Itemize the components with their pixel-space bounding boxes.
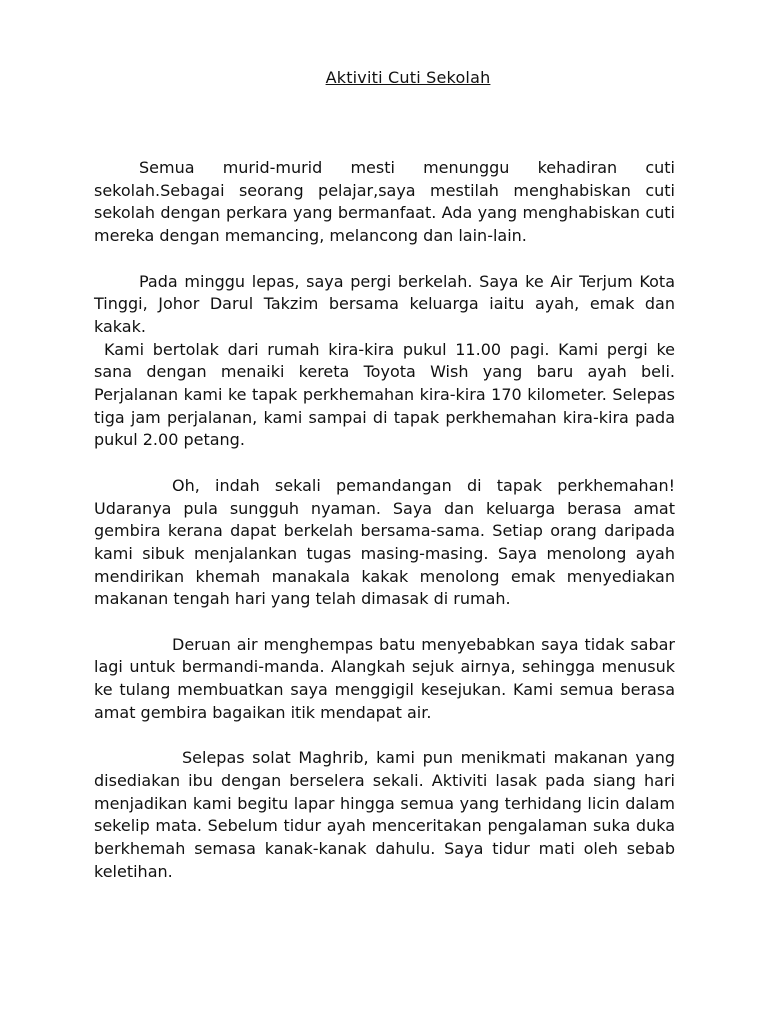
paragraph-5: Deruan air menghempas batu menyebabkan saya tidak sabar lagi untuk bermandi-manda. Alangkah sejuk airnya, sehingga menusuk ke tulang membuatkan saya menggigil kesejukan. Kami semua berasa amat gembira bagaikan itik mendapat air. bbox=[94, 634, 675, 722]
paragraph-6: Selepas solat Maghrib, kami pun menikmati makanan yang disediakan ibu dengan berselera sekali. Aktiviti lasak pada siang hari menjadikan kami begitu lapar hingga semua yang terhidang licin dalam sekelip mata. Sebelum tidur ayah menceritakan pengalaman suka duka berkhemah semasa kanak-kanak dahulu. Saya tidur mati oleh sebab keletihan. bbox=[94, 748, 675, 881]
paragraph-gap bbox=[94, 248, 675, 271]
paragraph-1: Semua murid-murid mesti menunggu kehadiran cuti sekolah.Sebagai seorang pelajar,saya mestilah menghabiskan cuti sekolah dengan perkara yang bermanfaat. Ada yang menghabiskan cuti mereka dengan memancing, melancong dan lain-lain. bbox=[94, 158, 675, 246]
document-title: Aktiviti Cuti Sekolah bbox=[325, 68, 491, 87]
paragraph-gap bbox=[94, 452, 675, 475]
paragraph-gap bbox=[94, 725, 675, 748]
document-body bbox=[94, 157, 675, 883]
paragraph-3: Kami bertolak dari rumah kira-kira pukul 11.00 pagi. Kami pergi ke sana dengan menaiki kereta Toyota Wish yang baru ayah beli. Perjalanan kami ke tapak perkhemahan kira-kira 170 kilometer. Selepas tiga jam perjalanan, kami sampai di tapak perkhemahan kira-kira pada pukul 2.00 petang. bbox=[94, 339, 675, 450]
paragraph-4: Oh, indah sekali pemandangan di tapak perkhemahan! Udaranya pula sungguh nyaman. Saya dan keluarga berasa amat gembira kerana dapat berkelah bersama-sama. Setiap orang daripada kami sibuk menjalankan tugas masing-masing. Saya menolong ayah mendirikan khemah manakala kakak menolong emak menyediakan makanan tengah hari yang telah dimasak di rumah. bbox=[94, 475, 675, 609]
paragraph-gap bbox=[94, 611, 675, 634]
paragraph-2: Pada minggu lepas, saya pergi berkelah. Saya ke Air Terjum Kota Tinggi, Johor Darul Takzim bersama keluarga iaitu ayah, emak dan kakak. bbox=[94, 271, 675, 336]
